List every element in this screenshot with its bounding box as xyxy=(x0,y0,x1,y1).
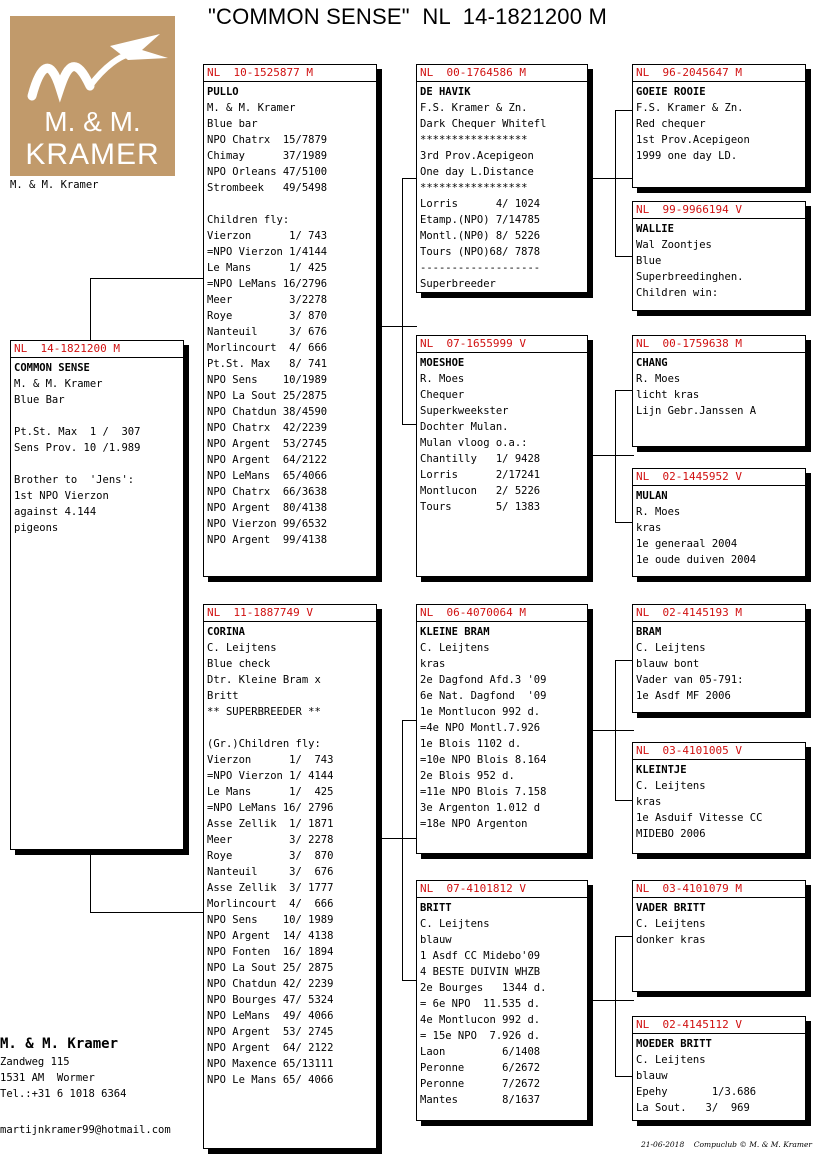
pigeon-card-sds xyxy=(632,335,806,447)
pigeon-detail-line: Children win: xyxy=(636,287,719,299)
connector xyxy=(402,720,417,721)
ring-number: NL 99-9966194 V xyxy=(633,202,805,219)
pigeon-detail-line: NPO Argent 64/2122 xyxy=(207,454,328,466)
pigeon-detail-line: NPO Argent 14/ 4138 xyxy=(207,930,334,942)
connector xyxy=(615,936,616,1076)
pigeon-detail-line: NPO Sens 10/ 1989 xyxy=(207,914,334,926)
pigeon-detail-line: C. Leijtens xyxy=(636,780,706,792)
pigeon-detail-line: 1e Asduif Vitesse CC xyxy=(636,812,763,824)
pigeon-detail-line: 4e Montlucon 992 d. xyxy=(420,1014,541,1026)
pigeon-detail-line: Asse Zellik 3/ 1777 xyxy=(207,882,334,894)
pigeon-detail-line: Montlucon 2/ 5226 xyxy=(420,485,541,497)
kramer-logo xyxy=(10,16,175,176)
pigeon-detail-line: Peronne 6/2672 xyxy=(420,1062,541,1074)
ring-number: NL 02-4145193 M xyxy=(633,605,805,622)
pigeon-detail-line: ** SUPERBREEDER ** xyxy=(207,706,321,718)
pigeon-detail-line: Brother to 'Jens': xyxy=(14,474,135,486)
footer-credit: 21-06-2018 Compuclub © M. & M. Kramer xyxy=(640,1140,812,1149)
pigeon-details xyxy=(204,622,376,1090)
pigeon-detail-line: Meer 3/2278 xyxy=(207,294,328,306)
pigeon-detail-line: =NPO Vierzon 1/4144 xyxy=(207,246,328,258)
pigeon-card-dam-dam xyxy=(416,880,588,1121)
pigeon-detail-line: 1e Asdf MF 2006 xyxy=(636,690,731,702)
owner-city: 1531 AM Wormer xyxy=(0,1072,95,1084)
pigeon-detail-line: NPO Argent 53/2745 xyxy=(207,438,328,450)
pigeon-name: GOEIE ROOIE xyxy=(636,86,706,98)
connector xyxy=(402,424,417,425)
pigeon-detail-line: Chequer xyxy=(420,389,465,401)
pigeon-detail-line: C. Leijtens xyxy=(636,918,706,930)
pigeon-detail-line: Pt.St. Max 8/ 741 xyxy=(207,358,328,370)
pigeon-detail-line: licht kras xyxy=(636,389,700,401)
pigeon-detail-line: =18e NPO Argenton xyxy=(420,818,528,830)
pigeon-detail-line: Vierzon 1/ 743 xyxy=(207,230,328,242)
ring-number: NL 03-4101005 V xyxy=(633,743,805,760)
pigeon-card-dam-sire xyxy=(416,604,588,854)
ring-number: NL 03-4101079 M xyxy=(633,881,805,898)
pigeon-detail-line xyxy=(207,196,373,212)
pigeon-detail-line: Blue bar xyxy=(207,118,258,130)
pigeon-detail-line: Peronne 7/2672 xyxy=(420,1078,541,1090)
pigeon-detail-line: Chimay 37/1989 xyxy=(207,150,328,162)
pigeon-details xyxy=(633,82,805,166)
pigeon-detail-line: blauw bont xyxy=(636,658,700,670)
pigeon-card-ssd xyxy=(632,201,806,311)
pigeon-detail-line: kras xyxy=(636,522,662,534)
pigeon-detail-line: Mantes 8/1637 xyxy=(420,1094,541,1106)
pigeon-detail-line: 6e Nat. Dagfond '09 xyxy=(420,690,547,702)
pigeon-detail-line: Morlincourt 4/ 666 xyxy=(207,898,334,910)
pigeon-detail-line: 1e oude duiven 2004 xyxy=(636,554,757,566)
pigeon-name: CORINA xyxy=(207,626,245,638)
pigeon-card-dds xyxy=(632,880,806,992)
pigeon-detail-line: NPO La Sout 25/ 2875 xyxy=(207,962,334,974)
pigeon-details xyxy=(417,622,587,834)
pigeon-detail-line: 1st NPO Vierzon xyxy=(14,490,109,502)
pigeon-detail-line: Pt.St. Max 1 / 307 xyxy=(14,426,141,438)
pigeon-detail-line: =10e NPO Blois 8.164 xyxy=(420,754,547,766)
pigeon-detail-line xyxy=(14,408,180,424)
pigeon-detail-line: F.S. Kramer & Zn. xyxy=(636,102,744,114)
owner-phone: Tel.:+31 6 1018 6364 xyxy=(0,1088,127,1100)
pigeon-detail-line: La Sout. 3/ 969 xyxy=(636,1102,750,1114)
pigeon-detail-line: = 6e NPO 11.535 d. xyxy=(420,998,541,1010)
owner-street: Zandweg 115 xyxy=(0,1056,70,1068)
pigeon-name: COMMON SENSE xyxy=(14,362,90,374)
pigeon-detail-line: ***************** xyxy=(420,134,528,146)
pigeon-detail-line: 2e Bourges 1344 d. xyxy=(420,982,547,994)
pigeon-detail-line: blauw xyxy=(420,934,452,946)
pigeon-card-sire-dam xyxy=(416,335,588,577)
pigeon-detail-line: NPO Chatrx 42/2239 xyxy=(207,422,328,434)
pigeon-detail-line: Epehy 1/3.686 xyxy=(636,1086,757,1098)
pigeon-detail-line: Children fly: xyxy=(207,214,290,226)
pigeon-details xyxy=(633,760,805,844)
pigeon-detail-line: Nanteuil 3/ 676 xyxy=(207,326,328,338)
pigeon-detail-line: 1999 one day LD. xyxy=(636,150,738,162)
pigeon-card-dss xyxy=(632,604,806,713)
pigeon-detail-line: Superbreeder xyxy=(420,278,496,290)
pigeon-detail-line: C. Leijtens xyxy=(420,918,490,930)
pigeon-details xyxy=(633,353,805,421)
pigeon-detail-line: = 15e NPO 7.926 d. xyxy=(420,1030,541,1042)
pigeon-name: MOEDER BRITT xyxy=(636,1038,712,1050)
pigeon-detail-line: Roye 3/ 870 xyxy=(207,310,328,322)
pigeon-detail-line: =NPO LeMans 16/2796 xyxy=(207,278,328,290)
owner-name: M. & M. Kramer xyxy=(0,1036,119,1052)
pigeon-detail-line: 1 Asdf CC Midebo'09 xyxy=(420,950,541,962)
pigeon-detail-line: kras xyxy=(420,658,446,670)
pigeon-detail-line: NPO Chatdun 42/ 2239 xyxy=(207,978,334,990)
pigeon-card-ddd xyxy=(632,1016,806,1121)
pigeon-detail-line: NPO Chatrx 15/7879 xyxy=(207,134,328,146)
pigeon-detail-line: blauw xyxy=(636,1070,668,1082)
pigeon-detail-line: C. Leijtens xyxy=(207,642,277,654)
pigeon-details xyxy=(417,898,587,1110)
pigeon-detail-line: ------------------- xyxy=(420,262,541,274)
pigeon-detail-line: Sens Prov. 10 /1.989 xyxy=(14,442,141,454)
connector xyxy=(588,178,634,179)
ring-number: NL 07-4101812 V xyxy=(417,881,587,898)
ring-number: NL 96-2045647 M xyxy=(633,65,805,82)
pigeon-detail-line: NPO Chatrx 66/3638 xyxy=(207,486,328,498)
pigeon-name: DE HAVIK xyxy=(420,86,471,98)
pigeon-detail-line: Nanteuil 3/ 676 xyxy=(207,866,334,878)
ring-number: NL 11-1887749 V xyxy=(204,605,376,622)
pigeon-detail-line: Blue xyxy=(636,255,662,267)
pigeon-detail-line: NPO Maxence 65/13111 xyxy=(207,1058,334,1070)
pigeon-detail-line: Lijn Gebr.Janssen A xyxy=(636,405,757,417)
pigeon-detail-line: R. Moes xyxy=(636,506,681,518)
ring-number: NL 07-1655999 V xyxy=(417,336,587,353)
pigeon-name: CHANG xyxy=(636,357,668,369)
ring-number: NL 10-1525877 M xyxy=(204,65,376,82)
pigeon-detail-line: R. Moes xyxy=(636,373,681,385)
pigeon-detail-line: C. Leijtens xyxy=(420,642,490,654)
ring-number: NL 14-1821200 M xyxy=(11,341,183,358)
pigeon-detail-line: (Gr.)Children fly: xyxy=(207,738,321,750)
pigeon-detail-line: donker kras xyxy=(636,934,706,946)
pigeon-card-sire xyxy=(203,64,377,577)
pigeon-detail-line: NPO Argent 99/4138 xyxy=(207,534,328,546)
pigeon-detail-line: NPO Argent 53/ 2745 xyxy=(207,1026,334,1038)
pigeon-detail-line xyxy=(207,720,373,736)
pigeon-detail-line: Chantilly 1/ 9428 xyxy=(420,453,541,465)
pigeon-name: PULLO xyxy=(207,86,239,98)
pigeon-detail-line: Laon 6/1408 xyxy=(420,1046,541,1058)
connector xyxy=(615,660,616,800)
connector xyxy=(402,720,403,980)
pigeon-detail-line: NPO Argent 80/4138 xyxy=(207,502,328,514)
pigeon-name: WALLIE xyxy=(636,223,674,235)
pigeon-detail-line: Superbreedinghen. xyxy=(636,271,744,283)
ring-number: NL 06-4070064 M xyxy=(417,605,587,622)
pigeon-detail-line: ***************** xyxy=(420,182,528,194)
pigeon-detail-line: NPO Vierzon 99/6532 xyxy=(207,518,328,530)
pigeon-detail-line: Tours (NPO)68/ 7878 xyxy=(420,246,541,258)
pigeon-detail-line: C. Leijtens xyxy=(636,642,706,654)
pigeon-detail-line: against 4.144 xyxy=(14,506,97,518)
connector xyxy=(90,278,91,340)
pigeon-detail-line: 1st Prov.Acepigeon xyxy=(636,134,750,146)
pigeon-detail-line: NPO Bourges 47/ 5324 xyxy=(207,994,334,1006)
owner-block xyxy=(0,1034,126,1102)
pigeon-detail-line: Dtr. Kleine Bram x xyxy=(207,674,321,686)
pigeon-detail-line: Montl.(NP0) 8/ 5226 xyxy=(420,230,541,242)
pigeon-name: BRITT xyxy=(420,902,452,914)
pigeon-detail-line: NPO Fonten 16/ 1894 xyxy=(207,946,334,958)
pigeon-details xyxy=(417,82,587,294)
pigeon-detail-line: Mulan vloog o.a.: xyxy=(420,437,528,449)
pigeon-detail-line: Le Mans 1/ 425 xyxy=(207,262,328,274)
connector xyxy=(402,178,403,424)
connector xyxy=(402,980,417,981)
pigeon-name: KLEINTJE xyxy=(636,764,687,776)
pigeon-detail-line: NPO Argent 64/ 2122 xyxy=(207,1042,334,1054)
connector xyxy=(588,455,634,456)
connector xyxy=(402,178,417,179)
pigeon-detail-line: 3rd Prov.Acepigeon xyxy=(420,150,534,162)
pigeon-detail-line: 2e Blois 952 d. xyxy=(420,770,515,782)
pigeon-detail-line: =4e NPO Montl.7.926 xyxy=(420,722,541,734)
pigeon-details xyxy=(633,622,805,706)
pigeon-detail-line: Le Mans 1/ 425 xyxy=(207,786,334,798)
pigeon-detail-line: Lorris 2/17241 xyxy=(420,469,541,481)
pigeon-detail-line: One day L.Distance xyxy=(420,166,534,178)
ring-number: NL 02-4145112 V xyxy=(633,1017,805,1034)
pigeon-detail-line: Lorris 4/ 1024 xyxy=(420,198,541,210)
pigeon-detail-line xyxy=(14,456,180,472)
pigeon-details xyxy=(417,353,587,517)
pigeon-detail-line: 1e generaal 2004 xyxy=(636,538,738,550)
logo-line-1: M. & M. xyxy=(44,106,141,137)
pigeon-name: KLEINE BRAM xyxy=(420,626,490,638)
ring-number: NL 02-1445952 V xyxy=(633,469,805,486)
ring-number: NL 00-1764586 M xyxy=(417,65,587,82)
pigeon-detail-line: Dochter Mulan. xyxy=(420,421,509,433)
pigeon-detail-line: Blue Bar xyxy=(14,394,65,406)
pigeon-detail-line: Blue check xyxy=(207,658,271,670)
pigeon-detail-line: MIDEBO 2006 xyxy=(636,828,706,840)
connector xyxy=(377,326,417,327)
pigeon-name: BRAM xyxy=(636,626,662,638)
connector xyxy=(615,390,616,522)
pigeon-detail-line: NPO Le Mans 65/ 4066 xyxy=(207,1074,334,1086)
owner-email: martijnkramer99@hotmail.com xyxy=(0,1124,171,1136)
pigeon-name: MOESHOE xyxy=(420,357,465,369)
pigeon-detail-line: =11e NPO Blois 7.158 xyxy=(420,786,547,798)
connector xyxy=(615,110,616,256)
pigeon-detail-line: Britt xyxy=(207,690,239,702)
pigeon-card-dam xyxy=(203,604,377,1149)
pigeon-detail-line: =NPO LeMans 16/ 2796 xyxy=(207,802,334,814)
pigeon-detail-line: F.S. Kramer & Zn. xyxy=(420,102,528,114)
pigeon-detail-line: 1e Montlucon 992 d. xyxy=(420,706,541,718)
pigeon-card-sss xyxy=(632,64,806,188)
connector xyxy=(588,1000,634,1001)
logo-line-2: KRAMER xyxy=(25,138,160,171)
pigeon-detail-line: Superkweekster xyxy=(420,405,509,417)
logo-caption: M. & M. Kramer xyxy=(10,179,99,191)
pigeon-details xyxy=(11,358,183,538)
pigeon-detail-line: NPO La Sout 25/2875 xyxy=(207,390,328,402)
pigeon-detail-line: NPO LeMans 65/4066 xyxy=(207,470,328,482)
pigeon-detail-line: 1e Blois 1102 d. xyxy=(420,738,522,750)
pigeon-detail-line: kras xyxy=(636,796,662,808)
pigeon-detail-line: Morlincourt 4/ 666 xyxy=(207,342,328,354)
pigeon-card-dsd xyxy=(632,742,806,854)
pigeon-detail-line: 2e Dagfond Afd.3 '09 xyxy=(420,674,547,686)
pigeon-card-sdd xyxy=(632,468,806,577)
connector xyxy=(588,730,634,731)
pigeon-detail-line: Etamp.(NPO) 7/14785 xyxy=(420,214,541,226)
pigeon-card-sire-sire xyxy=(416,64,588,293)
ring-number: NL 00-1759638 M xyxy=(633,336,805,353)
pigeon-detail-line: Wal Zoontjes xyxy=(636,239,712,251)
pigeon-details xyxy=(633,486,805,570)
pigeon-detail-line: Dark Chequer Whitefl xyxy=(420,118,547,130)
pigeon-details xyxy=(204,82,376,550)
pigeon-detail-line: =NPO Vierzon 1/ 4144 xyxy=(207,770,334,782)
pigeon-detail-line: NPO Orleans 47/5100 xyxy=(207,166,328,178)
pigeon-detail-line: M. & M. Kramer xyxy=(207,102,296,114)
pigeon-detail-line: 3e Argenton 1.012 d xyxy=(420,802,541,814)
pigeon-name: MULAN xyxy=(636,490,668,502)
pigeon-detail-line: NPO LeMans 49/ 4066 xyxy=(207,1010,334,1022)
pigeon-detail-line: 4 BESTE DUIVIN WHZB xyxy=(420,966,541,978)
connector xyxy=(90,850,91,912)
pigeon-detail-line: C. Leijtens xyxy=(636,1054,706,1066)
pigeon-detail-line: Red chequer xyxy=(636,118,706,130)
pigeon-card-subject xyxy=(10,340,184,850)
pigeon-detail-line: Strombeek 49/5498 xyxy=(207,182,328,194)
pigeon-detail-line: pigeons xyxy=(14,522,59,534)
pigeon-detail-line: Roye 3/ 870 xyxy=(207,850,334,862)
connector xyxy=(377,838,417,839)
pigeon-detail-line: M. & M. Kramer xyxy=(14,378,103,390)
pigeon-detail-line: Tours 5/ 1383 xyxy=(420,501,541,513)
pigeon-detail-line: Asse Zellik 1/ 1871 xyxy=(207,818,334,830)
pigeon-detail-line: NPO Chatdun 38/4590 xyxy=(207,406,328,418)
pedigree-title: "COMMON SENSE" NL 14-1821200 M xyxy=(208,4,608,29)
pigeon-name: VADER BRITT xyxy=(636,902,706,914)
connector xyxy=(90,278,204,279)
pigeon-detail-line: Meer 3/ 2278 xyxy=(207,834,334,846)
pigeon-details xyxy=(633,1034,805,1118)
pigeon-detail-line: NPO Sens 10/1989 xyxy=(207,374,328,386)
pigeon-detail-line: Vader van 05-791: xyxy=(636,674,744,686)
pigeon-detail-line: Vierzon 1/ 743 xyxy=(207,754,334,766)
pigeon-details xyxy=(633,219,805,303)
connector xyxy=(90,912,204,913)
pigeon-details xyxy=(633,898,805,950)
pigeon-detail-line: R. Moes xyxy=(420,373,465,385)
